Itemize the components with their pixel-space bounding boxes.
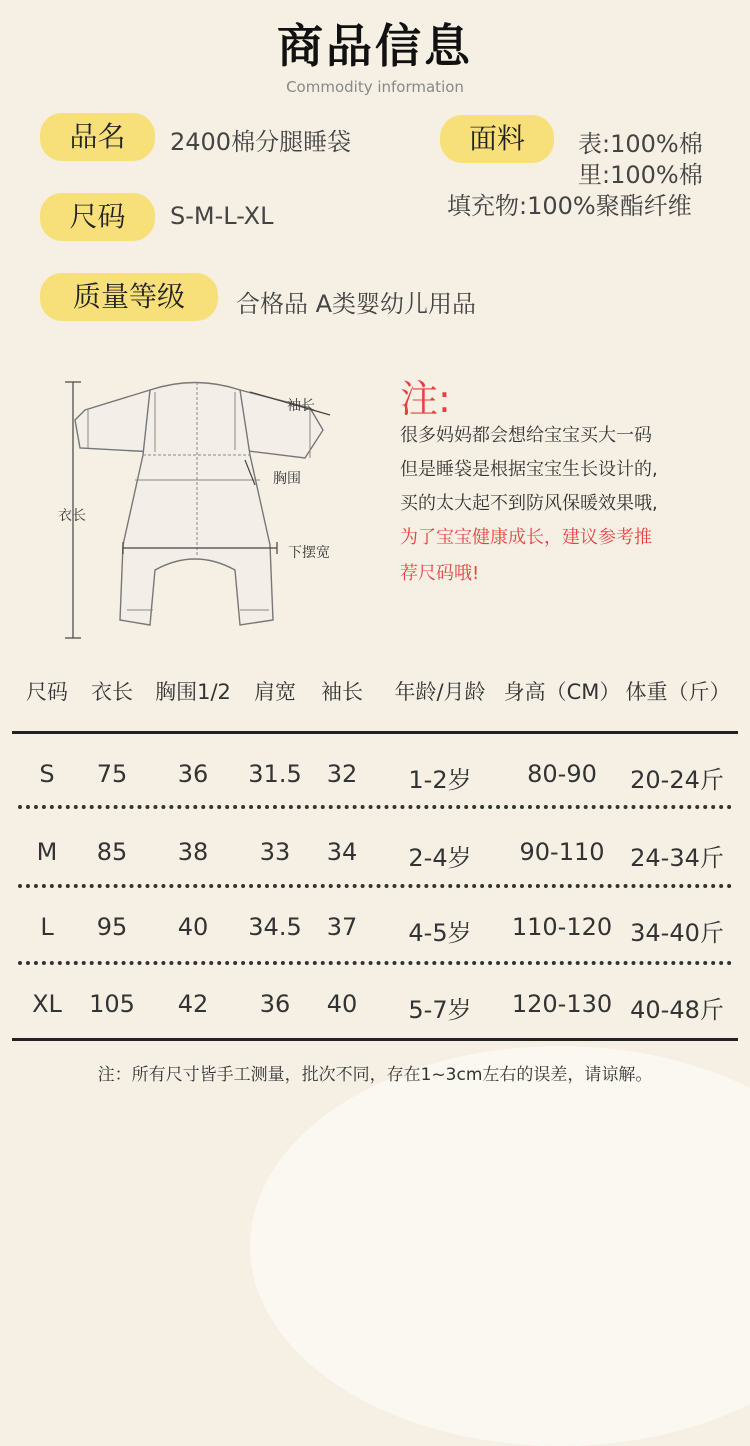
note-line-red-2: 荐尺码哦! (400, 563, 480, 584)
row-separator (18, 884, 732, 888)
table-header-weight: 体重（斤） (625, 680, 731, 704)
table-cell: 120-130 (511, 990, 613, 1018)
page-title: 商品信息 (277, 19, 473, 73)
table-cell: 110-120 (511, 913, 613, 941)
table-header-height: 身高（CM） (503, 680, 621, 704)
table-header-shoulder: 肩宽 (254, 680, 296, 704)
table-cell: 75 (96, 760, 128, 788)
table-cell: 2-4岁 (408, 844, 472, 872)
sleeve-length-label: 袖长 (287, 398, 315, 414)
table-cell: M (36, 838, 58, 866)
sleeping-bag-diagram (55, 370, 355, 650)
row-separator (18, 805, 732, 809)
name-value: 2400棉分腿睡袋 (170, 128, 352, 156)
table-header-chest: 胸围1/2 (155, 680, 231, 704)
note-title: 注: (400, 377, 451, 421)
table-cell: XL (32, 990, 62, 1018)
fabric-line-inner: 里:100%棉 (578, 161, 703, 189)
quality-label-pill: 质量等级 (40, 273, 218, 321)
fabric-line-outer: 表:100%棉 (578, 130, 703, 158)
table-header-sleeve: 袖长 (321, 680, 363, 704)
table-cell: 1-2岁 (408, 766, 472, 794)
chest-label: 胸围 (273, 471, 301, 487)
note-line-2: 但是睡袋是根据宝宝生长设计的, (400, 459, 658, 480)
table-bottom-rule (12, 1038, 738, 1041)
note-line-3: 买的太大起不到防风保暖效果哦, (400, 493, 658, 514)
table-cell: 37 (326, 913, 358, 941)
table-cell: 36 (259, 990, 291, 1018)
table-cell: 42 (177, 990, 209, 1018)
name-label-pill: 品名 (40, 113, 155, 161)
table-cell: 34-40斤 (630, 919, 724, 947)
table-cell: 33 (259, 838, 291, 866)
table-cell: 38 (177, 838, 209, 866)
table-cell: 24-34斤 (630, 844, 724, 872)
hem-width-label: 下摆宽 (288, 545, 330, 561)
table-cell: 105 (89, 990, 135, 1018)
table-top-rule (12, 731, 738, 734)
table-header-length: 衣长 (91, 680, 133, 704)
size-label-pill: 尺码 (40, 193, 155, 241)
row-separator (18, 961, 732, 965)
table-cell: 36 (177, 760, 209, 788)
body-length-label: 衣长 (58, 508, 86, 524)
table-cell: S (39, 760, 55, 788)
table-header-size: 尺码 (26, 680, 68, 704)
note-line-red-1: 为了宝宝健康成长，建议参考推 (400, 527, 652, 548)
table-cell: 85 (96, 838, 128, 866)
table-cell: 34 (326, 838, 358, 866)
table-cell: 40 (326, 990, 358, 1018)
table-cell: 32 (326, 760, 358, 788)
table-cell: 34.5 (248, 913, 302, 941)
measurement-footnote: 注：所有尺寸皆手工测量，批次不同，存在1~3cm左右的误差，请谅解。 (97, 1065, 653, 1085)
quality-value: 合格品 A类婴幼儿用品 (236, 290, 477, 318)
page-subtitle: Commodity information (286, 78, 464, 96)
table-cell: L (40, 913, 54, 941)
note-line-1: 很多妈妈都会想给宝宝买大一码 (400, 425, 652, 446)
fabric-label-pill: 面料 (440, 115, 554, 163)
table-cell: 90-110 (519, 838, 605, 866)
table-cell: 4-5岁 (408, 919, 472, 947)
fabric-line-filling: 填充物:100%聚酯纤维 (447, 192, 692, 220)
table-cell: 40 (177, 913, 209, 941)
table-header-age: 年龄/月龄 (394, 680, 486, 704)
table-cell: 31.5 (248, 760, 302, 788)
size-value: S-M-L-XL (170, 202, 274, 230)
table-cell: 5-7岁 (408, 996, 472, 1024)
table-cell: 20-24斤 (630, 766, 724, 794)
table-cell: 95 (96, 913, 128, 941)
table-cell: 80-90 (527, 760, 597, 788)
table-cell: 40-48斤 (630, 996, 724, 1024)
